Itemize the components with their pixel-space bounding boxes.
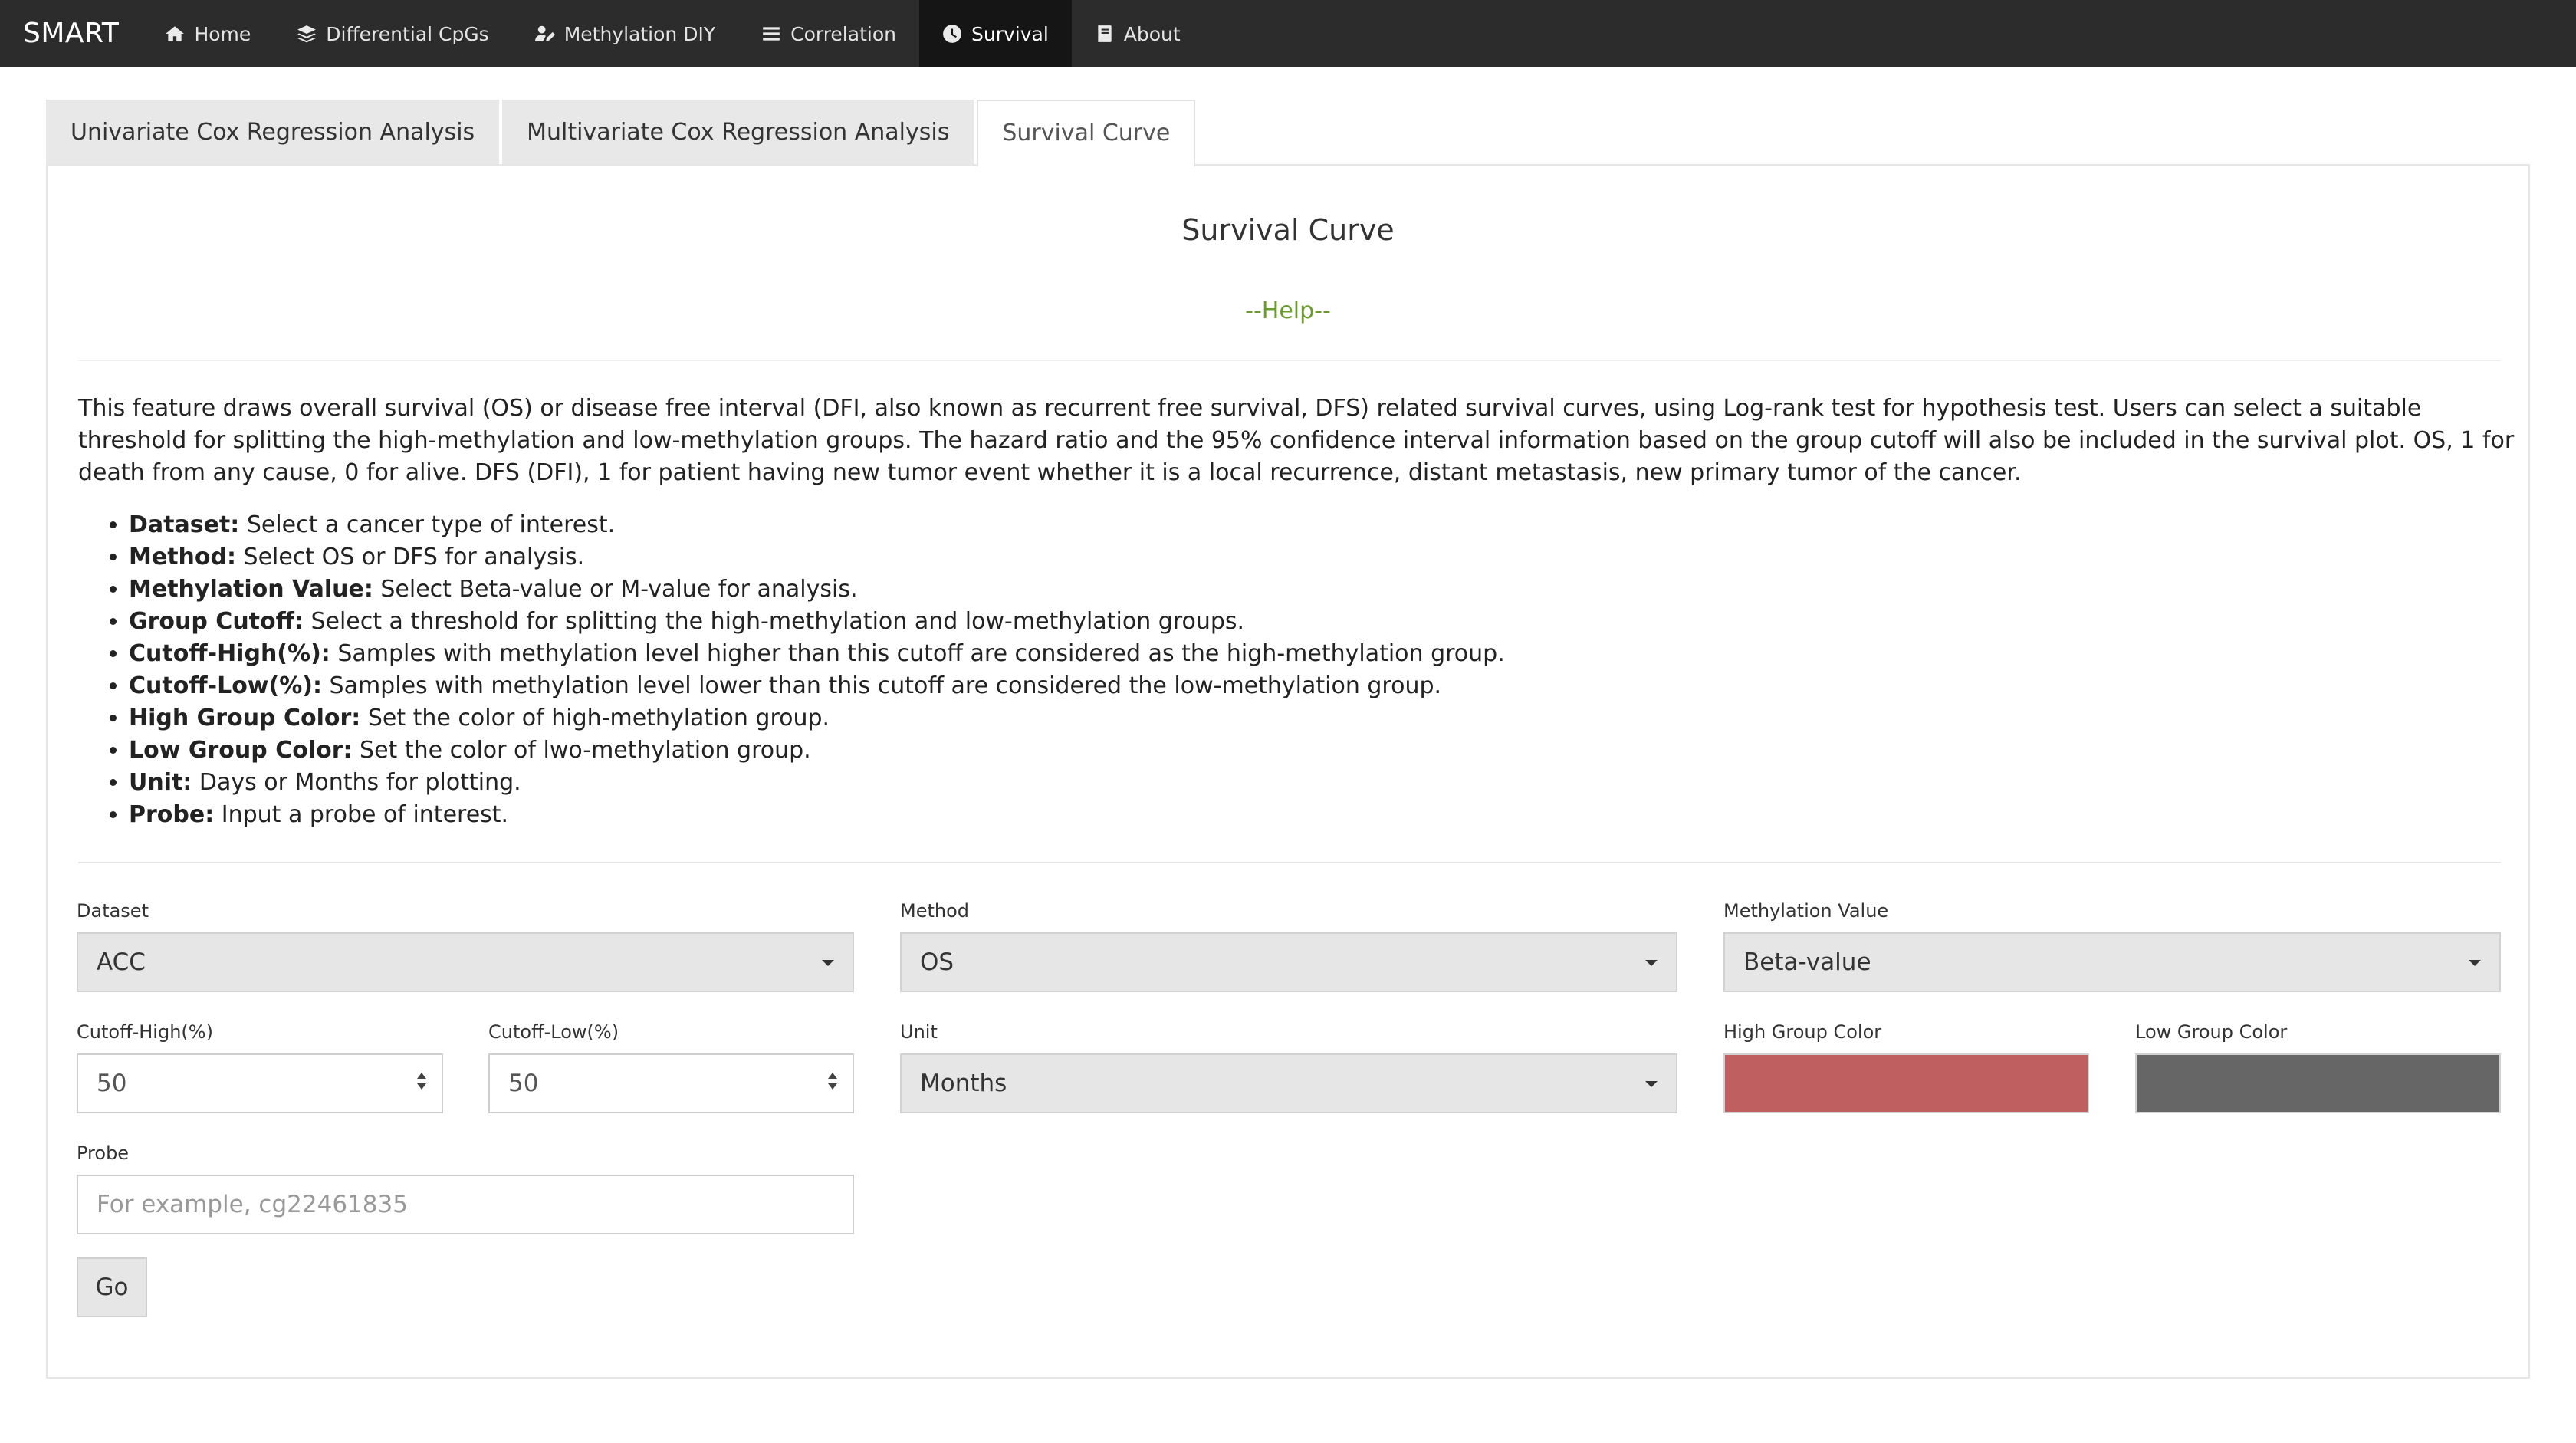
user-edit-icon — [535, 24, 555, 44]
bullet-term: Unit: — [129, 769, 192, 796]
low-group-color-picker[interactable] — [2135, 1053, 2501, 1113]
nav-item-correlation[interactable] — [738, 0, 919, 67]
list-item — [129, 574, 2429, 606]
unit-value: Months — [920, 1070, 1007, 1097]
methylation-value-value: Beta-value — [1743, 948, 1871, 976]
unit-select[interactable] — [900, 1053, 1677, 1113]
list-item — [129, 799, 2429, 831]
list-item — [129, 702, 2429, 735]
nav-item-label: Differential CpGs — [326, 22, 489, 45]
chevron-down-icon — [2469, 960, 2481, 966]
nav-item-label: Correlation — [790, 22, 896, 45]
chevron-down-icon — [822, 960, 834, 966]
bullet-term: Dataset: — [129, 511, 240, 538]
clock-icon — [942, 24, 962, 44]
bullet-text: Select Beta-value or M-value for analysis. — [373, 576, 858, 603]
list-item — [129, 509, 2429, 541]
cutoff-high-value: 50 — [97, 1070, 127, 1097]
stepper-arrows-icon[interactable] — [416, 1070, 428, 1096]
nav-item-about[interactable] — [1072, 0, 1204, 67]
bullet-term: Group Cutoff: — [129, 608, 304, 635]
list-item — [129, 735, 2429, 767]
bars-icon — [761, 24, 781, 44]
home-icon — [165, 24, 185, 44]
nav-item-label: Home — [194, 22, 251, 45]
low-group-color-label: Low Group Color — [2135, 1021, 2288, 1043]
dataset-label: Dataset — [77, 900, 149, 922]
list-item — [129, 670, 2429, 702]
panel-title: Survival Curve — [1181, 213, 1395, 247]
bullet-term: Cutoff-High(%): — [129, 640, 330, 667]
layers-icon — [297, 24, 317, 44]
bullet-term: High Group Color: — [129, 705, 361, 731]
nav-item-label: Methylation DIY — [564, 22, 716, 45]
parameter-help-list — [104, 509, 2429, 831]
probe-input[interactable] — [77, 1175, 854, 1234]
bullet-term: Low Group Color: — [129, 737, 353, 764]
bullet-text: Samples with methylation level lower than this cutoff are considered the low-methylation group. — [322, 672, 1442, 699]
list-item — [129, 638, 2429, 670]
tab-survival-curve[interactable]: Survival Curve — [977, 100, 1195, 167]
nav-item-differential-cpgs[interactable] — [274, 0, 511, 67]
tab-univariate-cox[interactable]: Univariate Cox Regression Analysis — [46, 100, 499, 166]
tab-multivariate-cox[interactable]: Multivariate Cox Regression Analysis — [502, 100, 974, 166]
bullet-term: Cutoff-Low(%): — [129, 672, 322, 699]
high-group-color-picker[interactable] — [1723, 1053, 2089, 1113]
go-button[interactable]: Go — [77, 1257, 147, 1317]
feature-description: This feature draws overall survival (OS) or disease free interval (DFI, also known as recurrent free survival, DFS) related survival curves, using Log-rank test for hypothesis test. Users can select a suitable threshold for splitting the high-methylation and low-methylation groups. The hazard ratio and the 95% confidence interval information based on the group cutoff will also be included in the survival plot. OS, 1 for death from any cause, 0 for alive. DFS (DFI), 1 for patient having new tumor event whether it is a local recurrence, distant metastasis, new primary tumor of the cancer. — [78, 395, 2515, 486]
help-toggle[interactable]: --Help-- — [1245, 297, 1331, 324]
brand-logo[interactable]: SMART — [23, 18, 120, 49]
bullet-text: Select a cancer type of interest. — [239, 511, 616, 538]
methylation-value-label: Methylation Value — [1723, 900, 1889, 922]
cutoff-low-input[interactable] — [488, 1053, 854, 1113]
method-label: Method — [900, 900, 970, 922]
cutoff-high-input[interactable] — [77, 1053, 443, 1113]
nav-item-methylation-diy[interactable] — [512, 0, 738, 67]
method-value: OS — [920, 948, 955, 976]
chevron-down-icon — [1645, 1081, 1658, 1087]
chevron-down-icon — [1645, 960, 1658, 966]
book-icon — [1095, 24, 1115, 44]
analysis-tabs — [46, 100, 1198, 166]
cutoff-low-value: 50 — [508, 1070, 539, 1097]
bullet-text: Select a threshold for splitting the high-methylation and low-methylation groups. — [303, 608, 1245, 635]
bullet-text: Samples with methylation level higher than this cutoff are considered as the high-methylation group. — [330, 640, 1505, 667]
stepper-arrows-icon[interactable] — [826, 1070, 839, 1096]
cutoff-high-label: Cutoff-High(%) — [77, 1021, 213, 1043]
cutoff-low-label: Cutoff-Low(%) — [488, 1021, 619, 1043]
bullet-text: Set the color of high-methylation group. — [360, 705, 830, 731]
method-select[interactable] — [900, 932, 1677, 992]
list-item — [129, 541, 2429, 574]
list-item — [129, 606, 2429, 638]
divider — [78, 360, 2501, 361]
bullet-text: Input a probe of interest. — [214, 801, 509, 828]
bullet-text: Select OS or DFS for analysis. — [235, 544, 585, 570]
dataset-select[interactable] — [77, 932, 854, 992]
nav-item-label: Survival — [971, 22, 1049, 45]
unit-label: Unit — [900, 1021, 938, 1043]
list-item — [129, 767, 2429, 799]
nav-item-survival[interactable] — [919, 0, 1072, 67]
dataset-value: ACC — [97, 948, 146, 976]
methylation-value-select[interactable] — [1723, 932, 2501, 992]
bullet-text: Set the color of lwo-methylation group. — [352, 737, 811, 764]
divider — [78, 862, 2501, 863]
survival-panel — [46, 164, 2530, 1379]
bullet-term: Probe: — [129, 801, 215, 828]
nav-item-label: About — [1123, 22, 1181, 45]
probe-label: Probe — [77, 1142, 130, 1164]
bullet-term: Methylation Value: — [129, 576, 373, 603]
top-navbar — [0, 0, 2576, 67]
bullet-text: Days or Months for plotting. — [192, 769, 521, 796]
high-group-color-label: High Group Color — [1723, 1021, 1882, 1043]
nav-item-home[interactable] — [142, 0, 274, 67]
bullet-term: Method: — [129, 544, 236, 570]
